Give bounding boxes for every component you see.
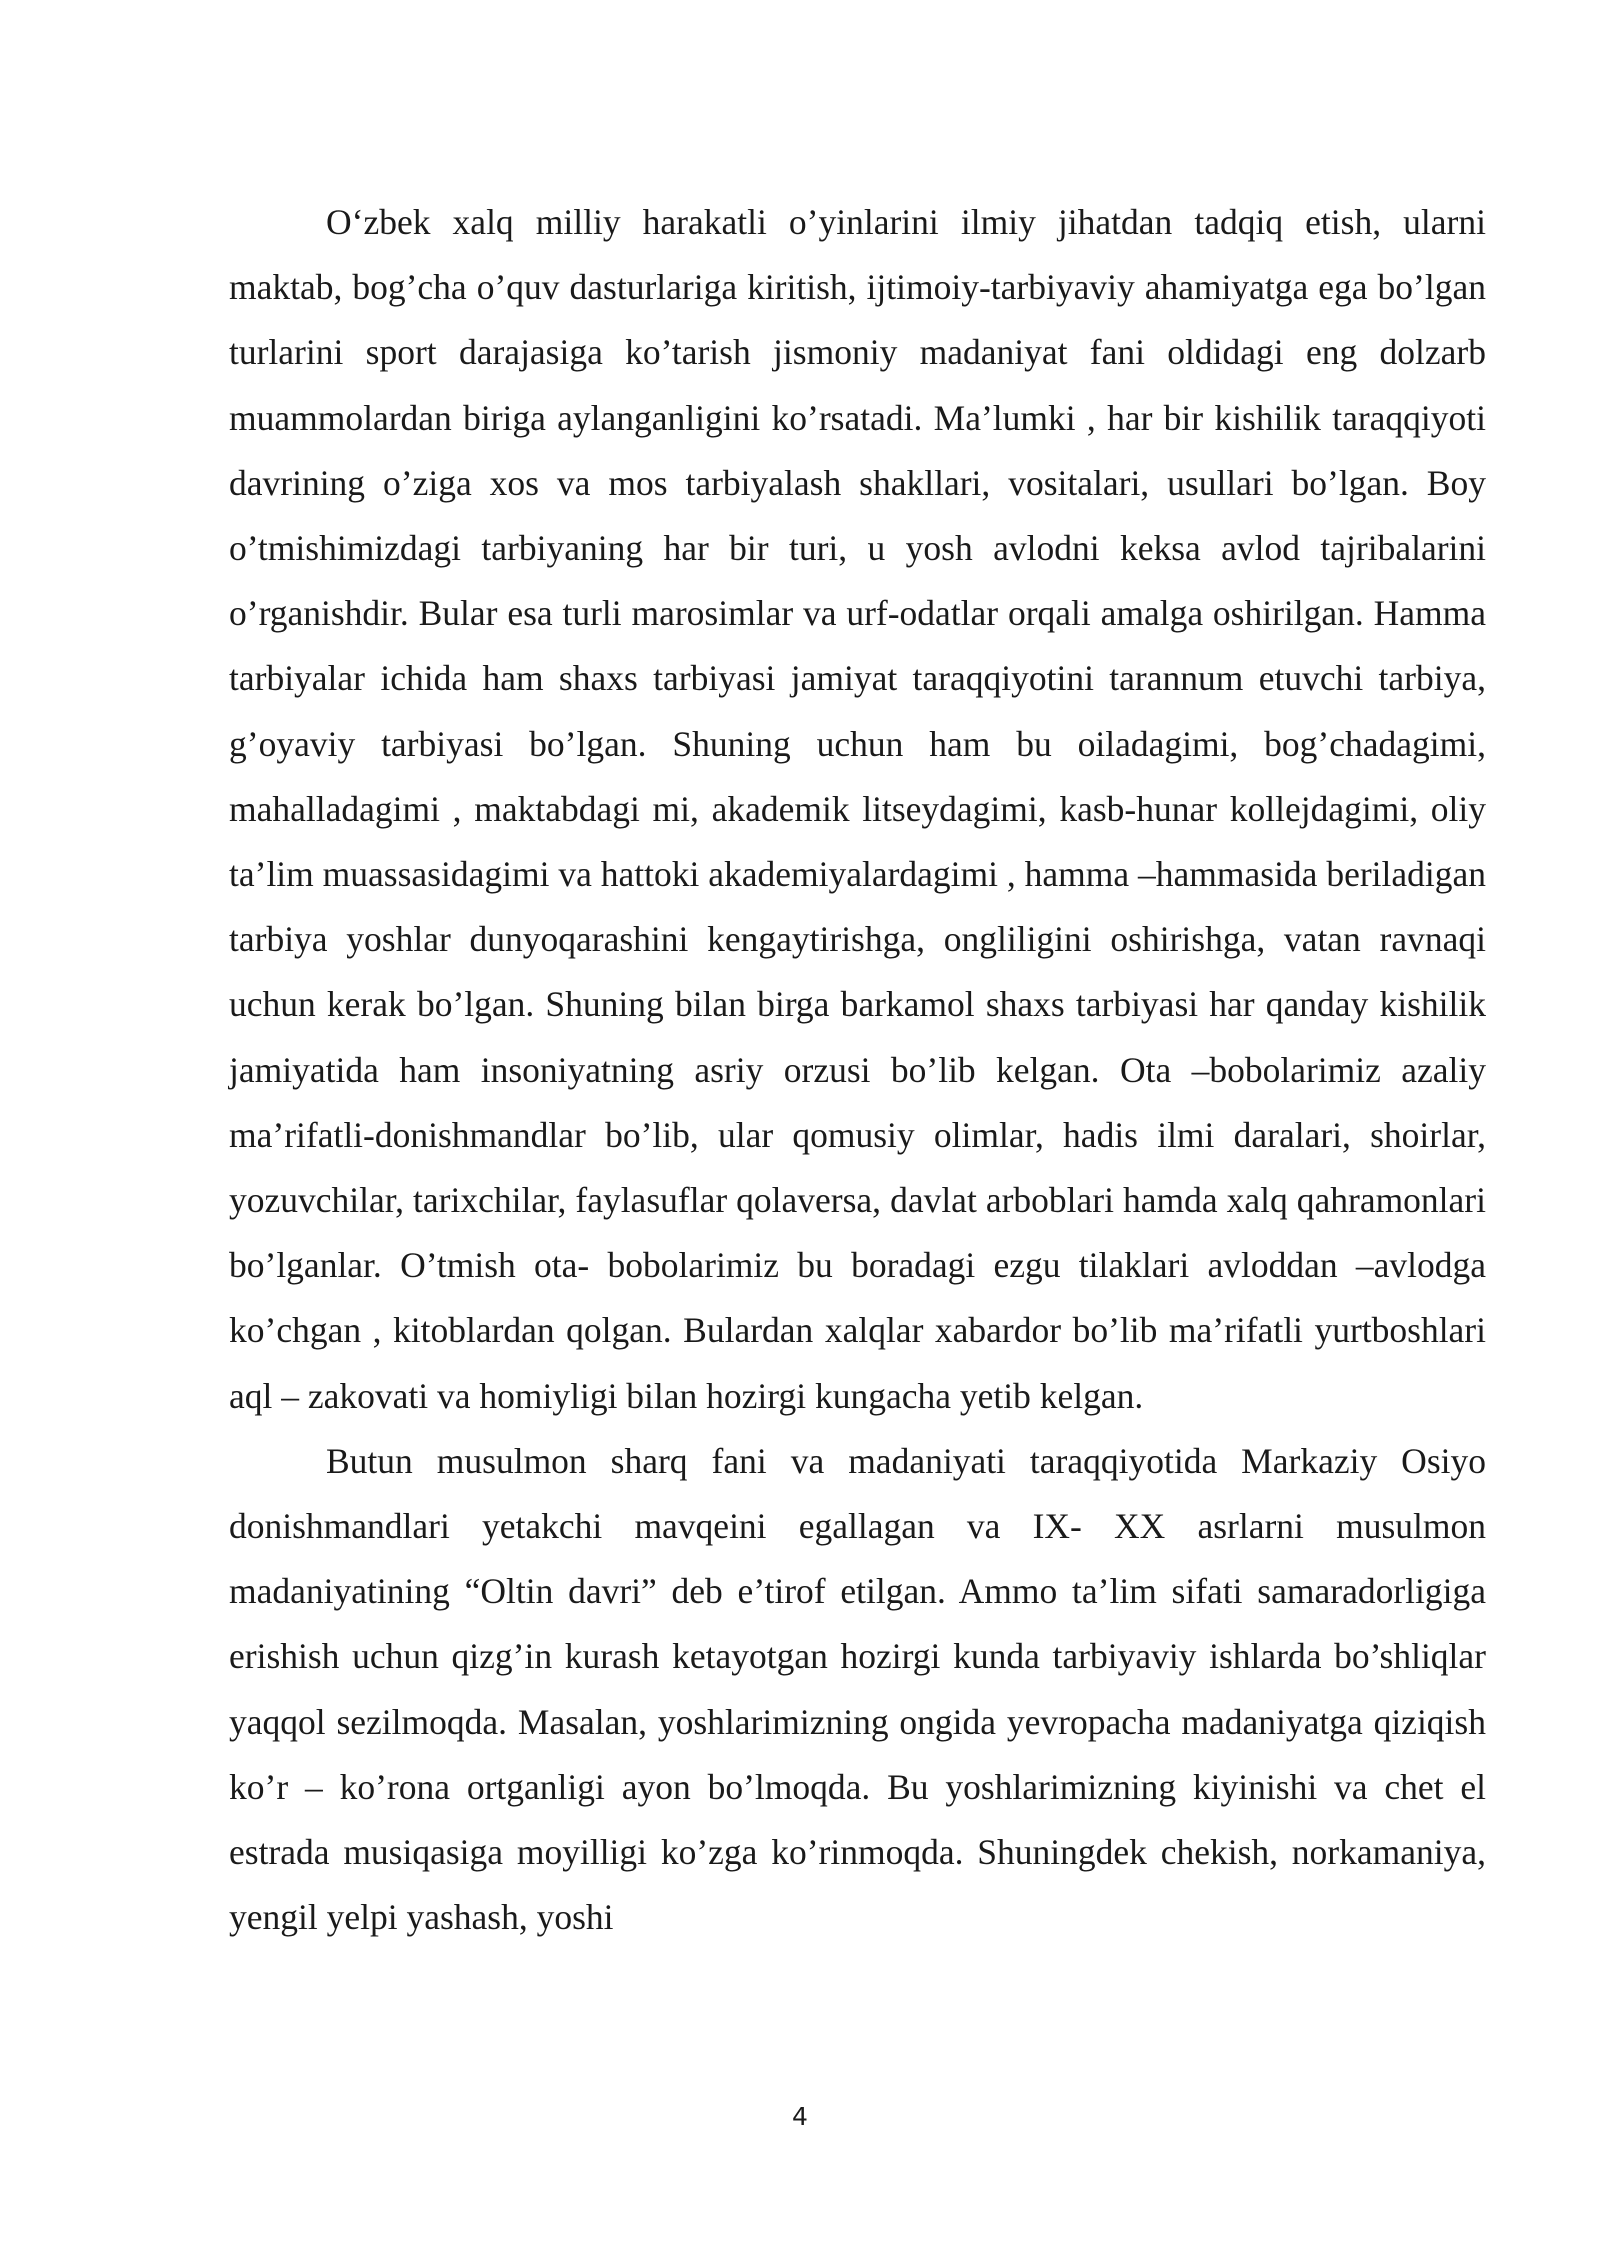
- paragraph-2: Butun musulmon sharq fani va madaniyati taraqqiyotida Markaziy Osiyo donishmandlari yetakchi mavqeini egallagan va IX- XX asrlarni musulmon madaniyatining “Oltin davri” deb e’tirof etilgan. Ammo ta’lim sifati samaradorligiga erishish uchun qizg’in kurash ketayotgan hozirgi kunda tarbiyaviy ishlarda bo’shliqlar yaqqol sezilmoqda. Masalan, yoshlarimizning ongida yevropacha madaniyatga qiziqish ko’r – ko’rona ortganligi ayon bo’lmoqda. Bu yoshlarimizning kiyinishi va chet el estrada musiqasiga moyilligi ko’zga ko’rinmoqda. Shuningdek chekish, norkamaniya, yengil yelpi yashash, yoshi: [229, 1440, 1486, 1938]
- paragraph-1: O‘zbek xalq milliy harakatli o’yinlarini ilmiy jihatdan tadqiq etish, ularni maktab, bog’cha o’quv dasturlariga kiritish, ijtimoiy-tarbiyaviy ahamiyatga ega bo’lgan turlarini sport darajasiga ko’tarish jismoniy madaniyat fani oldidagi eng dolzarb muammolardan biriga aylanganligini ko’rsatadi. Ma’lumki , har bir kishilik taraqqiyoti davrining o’ziga xos va mos tarbiyalash shakllari, vositalari, usullari bo’lgan. Boy o’tmishimizdagi tarbiyaning har bir turi, u yosh avlodni keksa avlod tajribalarini o’rganishdir. Bular esa turli marosimlar va urf-odatlar orqali amalga oshirilgan. Hamma tarbiyalar ichida ham shaxs tarbiyasi jamiyat taraqqiyotini tarannum etuvchi tarbiya, g’oyaviy tarbiyasi bo’lgan. Shuning uchun ham bu oiladagimi, bog’chadagimi, mahalladagimi , maktabdagi mi, akademik litseydagimi, kasb-hunar kollejdagimi, oliy ta’lim muassasidagimi va hattoki akademiyalardagimi , hamma –hammasida beriladigan tarbiya yoshlar dunyoqarashini kengaytirishga, ongliligini oshirishga, vatan ravnaqi uchun kerak bo’lgan. Shuning bilan birga barkamol shaxs tarbiyasi har qanday kishilik jamiyatida ham insoniyatning asriy orzusi bo’lib kelgan. Ota –bobolarimiz azaliy ma’rifatli-donishmandlar bo’lib, ular qomusiy olimlar, hadis ilmi daralari, shoirlar, yozuvchilar, tarixchilar, faylasuflar qolaversa, davlat arboblari hamda xalq qahramonlari bo’lganlar. O’tmish ota- bobolarimiz bu boradagi ezgu tilaklari avloddan –avlodga ko’chgan , kitoblardan qolgan. Bulardan xalqlar xabardor bo’lib ma’rifatli yurtboshlari aql – zakovati va homiyligi bilan hozirgi kungacha yetib kelgan.: [229, 202, 1486, 1416]
- page-number: 4: [792, 2102, 808, 2131]
- document-body: [229, 190, 1486, 1950]
